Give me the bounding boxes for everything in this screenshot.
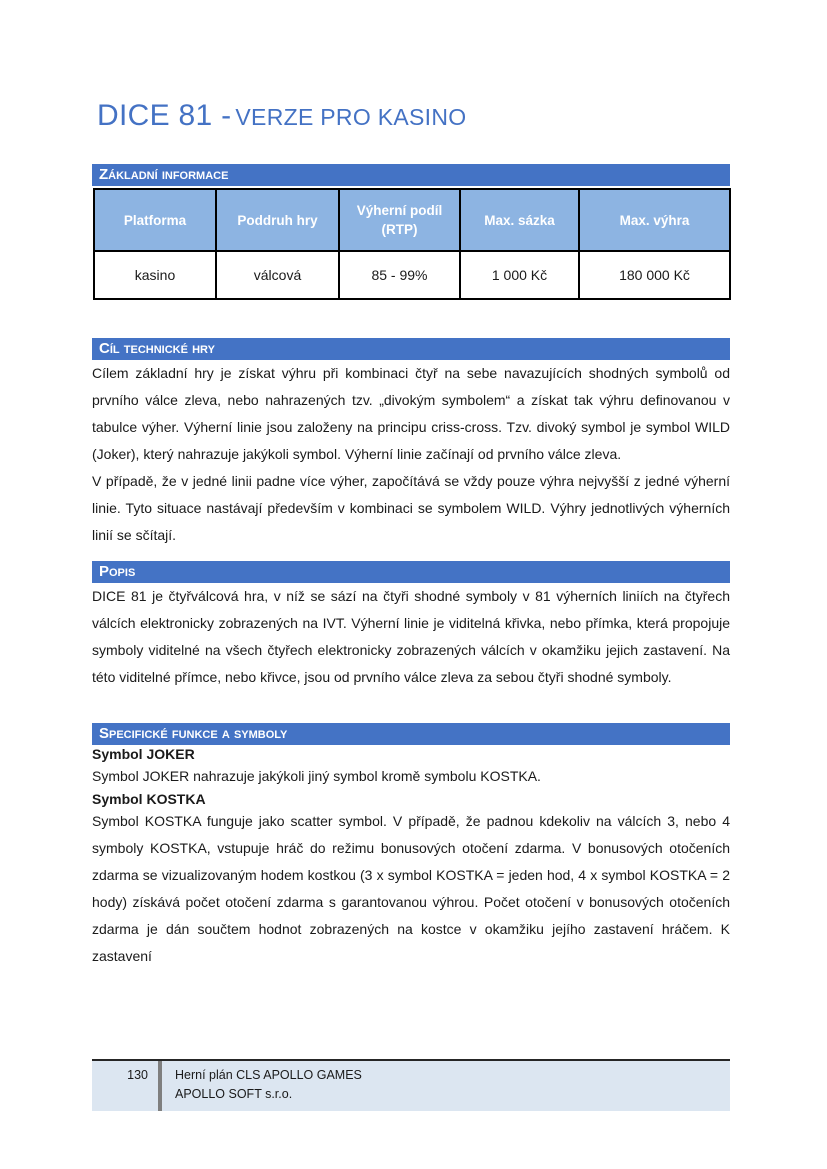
kostka-paragraph: Symbol KOSTKA funguje jako scatter symbol. V případě, že padnou kdekoliv na válcích 3, nebo 4 symboly KOSTKA, vstupuje hráč do režimu bonusových otočení zdarma. V bonusových otočeních zdarma se vizualizovaným hodem kostkou (3 x symbol KOSTKA = jeden hod, 4 x symbol KOSTKA = 2 hody) získává počet otočení zdarma s garantovanou výhrou. Počet otočení v bonusových otočeních zdarma je dán součtem hodnot zobrazených na kostce v okamžiku jejího zastavení hráčem. K zastavení <box>92 813 730 964</box>
cell-max-sazka: 1 000 Kč <box>460 251 579 299</box>
subheading-symbol-kostka: Symbol KOSTKA <box>92 791 206 807</box>
page-title <box>97 96 730 137</box>
footer-page-number: 130 <box>127 1068 148 1082</box>
page-title-main: DICE 81 - <box>97 99 232 132</box>
column-header-poddruh-hry: Poddruh hry <box>216 189 339 251</box>
page-content <box>92 0 730 970</box>
goal-paragraph-2: V případě, že v jedné linii padne více výher, započítává se vždy pouze výhra nejvyšší z jedné výherní linie. Tyto situace nastávají především v kombinaci se symbolem WILD. Výhry jednotlivých výherních linií se sčítají. <box>92 473 730 543</box>
section-header-basic-info: Základní informace <box>92 164 730 186</box>
subheading-symbol-joker: Symbol JOKER <box>92 746 195 762</box>
cell-max-vyhra: 180 000 Kč <box>579 251 730 299</box>
column-header-max-sazka: Max. sázka <box>460 189 579 251</box>
cell-platforma: kasino <box>94 251 216 299</box>
section-header-goal: Cíl technické hry <box>92 338 730 360</box>
footer-line-2: APOLLO SOFT s.r.o. <box>175 1087 293 1101</box>
goal-paragraph-1: Cílem základní hry je získat výhru při kombinaci čtyř na sebe navazujících shodných symbolů od prvního válce zleva, nebo nahrazených tzv. „divokým symbolem“ a získat tak výhru definovanou v tabulce výher. Výherní linie jsou založeny na principu criss-cross. Tzv. divoký symbol je symbol WILD (Joker), který nahrazuje jakýkoli symbol. Výherní linie začínají od prvního válce zleva. <box>92 365 730 462</box>
column-header-vyherni-podil: Výherní podíl (RTP) <box>339 189 460 251</box>
cell-vyherni-podil: 85 - 99% <box>339 251 460 299</box>
footer-line-1: Herní plán CLS APOLLO GAMES <box>175 1068 362 1082</box>
basic-info-table <box>93 188 731 300</box>
section-header-description: Popis <box>92 561 730 583</box>
table-header-row <box>94 189 730 251</box>
page-footer <box>92 1059 730 1111</box>
page-title-sub: VERZE PRO KASINO <box>235 104 467 130</box>
column-header-platforma: Platforma <box>94 189 216 251</box>
footer-text <box>162 1061 362 1111</box>
cell-poddruh-hry: válcová <box>216 251 339 299</box>
description-paragraph: DICE 81 je čtyřválcová hra, v níž se sází na čtyři shodné symboly v 81 výherních liniích na čtyřech válcích elektronicky zobrazených na IVT. Výherní linie je viditelná křivka, nebo přímka, která propojuje symboly viditelné na všech čtyřech elektronicky zobrazených válcích v okamžiku jejich zastavení. Na této viditelné přímce, nebo křivce, jsou od prvního válce zleva za sebou čtyři shodné symboly. <box>92 588 730 685</box>
joker-paragraph: Symbol JOKER nahrazuje jakýkoli jiný symbol kromě symbolu KOSTKA. <box>92 768 541 784</box>
table-row <box>94 251 730 299</box>
column-header-max-vyhra: Max. výhra <box>579 189 730 251</box>
section-header-specific-functions: Specifické funkce a symboly <box>92 723 730 745</box>
